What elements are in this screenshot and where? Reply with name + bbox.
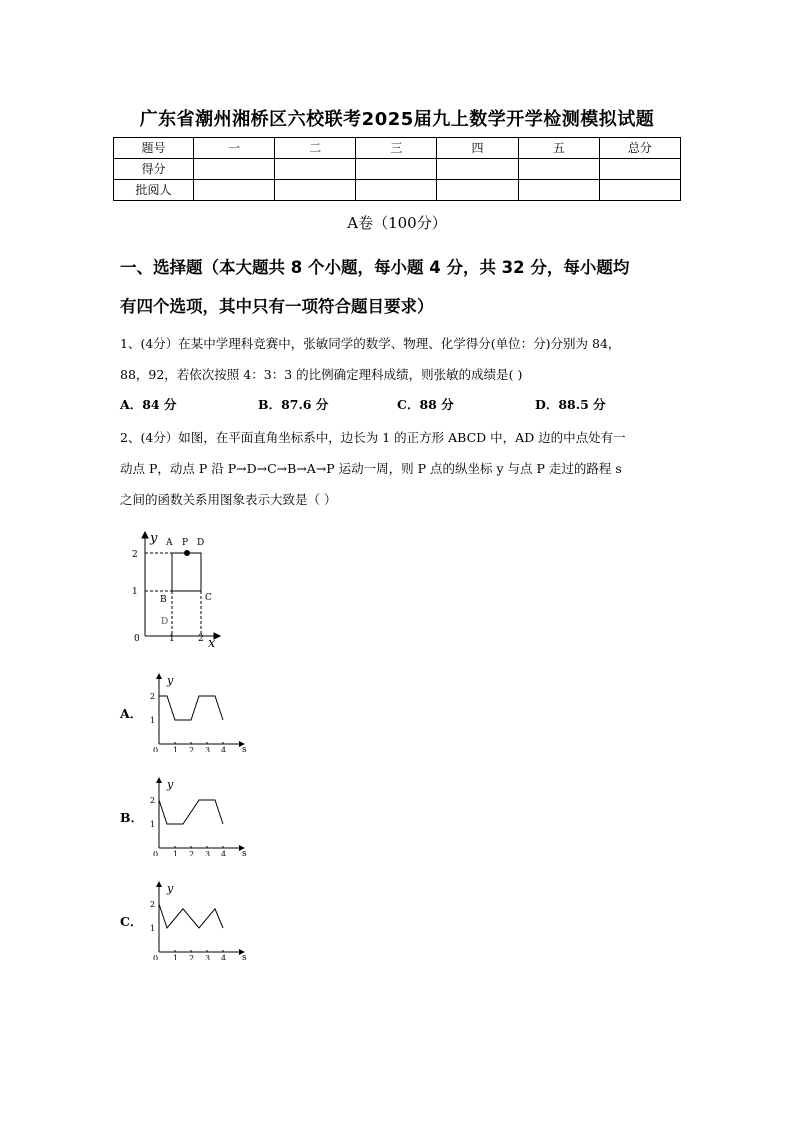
axis-label-s: s (242, 745, 247, 752)
y-tick: 1 (150, 820, 156, 829)
score-table-header-row (114, 138, 681, 159)
y-tick: 2 (150, 692, 156, 701)
table-cell: 二 (275, 138, 356, 159)
y-axis-arrow (156, 777, 162, 783)
axis-label-y: y (167, 674, 174, 687)
x-tick: 3 (205, 850, 211, 856)
graph-line (159, 904, 223, 928)
axis-label-y: y (167, 882, 174, 895)
table-cell[interactable] (194, 159, 275, 180)
x-tick: 0 (134, 634, 140, 644)
table-cell[interactable] (518, 159, 599, 180)
axis-label-y: y (150, 531, 158, 546)
table-cell: 得分 (114, 159, 194, 180)
axis-label-s: s (242, 953, 247, 960)
question-1-line1: 1、(4分）在某中学理科竞赛中，张敏同学的数学、物理、化学得分(单位：分)分别为 84， (120, 336, 621, 351)
label-p: P (182, 538, 189, 548)
exam-title: 广东省潮州湘桥区六校联考2025届九上数学开学检测模拟试题 (139, 109, 655, 130)
x-tick: 1 (173, 954, 179, 960)
x-tick: 2 (189, 746, 195, 752)
label-d: D (197, 538, 205, 548)
option-c-graph (145, 878, 250, 960)
table-cell[interactable] (518, 180, 599, 201)
score-table (113, 137, 681, 201)
table-cell: 四 (437, 138, 518, 159)
x-tick: 1 (173, 850, 179, 856)
section-heading-line1: 一、选择题（本大题共 8 个小题，每小题 4 分，共 32 分，每小题均 (120, 258, 630, 277)
x-tick: 0 (153, 850, 159, 856)
table-cell[interactable] (356, 159, 437, 180)
option-b-graph (145, 774, 250, 856)
square-abcd (172, 553, 201, 591)
x-tick: 2 (189, 954, 195, 960)
question-2-line1: 2、(4分）如图，在平面直角坐标系中，边长为 1 的正方形 ABCD 中，AD 边的中点处有一 (120, 430, 626, 445)
table-cell[interactable] (275, 180, 356, 201)
x-tick: 0 (153, 746, 159, 752)
x-tick: 4 (221, 850, 227, 856)
q1-option-c: C．88 分 (397, 397, 454, 412)
y-tick: 2 (150, 900, 156, 909)
y-tick: 1 (150, 924, 156, 933)
x-tick: 4 (221, 954, 227, 960)
x-tick: 2 (198, 634, 204, 644)
y-axis-arrow (142, 532, 148, 538)
table-cell: 总分 (599, 138, 680, 159)
axis-label-x: x (208, 636, 216, 650)
x-tick: 0 (153, 954, 159, 960)
q1-option-b: B．87.6 分 (258, 397, 329, 412)
table-cell: 一 (194, 138, 275, 159)
y-axis-arrow (156, 673, 162, 679)
section-heading-line2: 有四个选项，其中只有一项符合题目要求） (120, 297, 434, 316)
y-tick: 1 (132, 587, 138, 597)
q1-option-a: A．84 分 (120, 397, 177, 412)
table-cell[interactable] (437, 180, 518, 201)
label-a: A (166, 538, 173, 548)
axis-label-s: s (242, 849, 247, 856)
square-figure (125, 528, 225, 650)
graph-line (159, 696, 223, 720)
table-cell[interactable] (356, 180, 437, 201)
x-tick: 3 (205, 746, 211, 752)
x-tick: 1 (173, 746, 179, 752)
q2-option-c-label: C． (120, 914, 143, 929)
option-a-graph (145, 670, 250, 752)
y-tick: 2 (132, 550, 138, 560)
point-p (184, 550, 190, 556)
y-axis-arrow (156, 881, 162, 887)
x-tick: 2 (189, 850, 195, 856)
question-2-line2: 动点 P，动点 P 沿 P→D→C→B→A→P 运动一周，则 P 点的纵坐标 y 与点 P 走过的路程 s (120, 461, 622, 476)
table-cell[interactable] (599, 180, 680, 201)
y-tick: 1 (150, 716, 156, 725)
question-1-line2: 88，92，若依次按照 4：3：3 的比例确定理科成绩，则张敏的成绩是( ) (120, 367, 523, 382)
q1-option-d: D．88.5 分 (535, 397, 606, 412)
table-cell: 三 (356, 138, 437, 159)
axis-label-y: y (167, 778, 174, 791)
graph-line (159, 800, 223, 824)
x-tick: 4 (221, 746, 227, 752)
question-2-line3: 之间的函数关系用图象表示大致是（ ） (120, 492, 337, 507)
x-tick: 3 (205, 954, 211, 960)
q2-option-a-label: A． (120, 706, 143, 721)
label-d-faded: D (161, 617, 169, 627)
x-tick: 1 (169, 634, 175, 644)
table-row (114, 180, 681, 201)
label-c: C (205, 593, 212, 603)
table-cell[interactable] (194, 180, 275, 201)
table-cell: 批阅人 (114, 180, 194, 201)
label-b: B (160, 595, 167, 605)
volume-heading: A卷（100分） (347, 214, 447, 232)
y-tick: 2 (150, 796, 156, 805)
table-cell[interactable] (437, 159, 518, 180)
table-row (114, 159, 681, 180)
table-cell: 题号 (114, 138, 194, 159)
table-cell: 五 (518, 138, 599, 159)
table-cell[interactable] (275, 159, 356, 180)
q2-option-b-label: B． (120, 810, 144, 825)
table-cell[interactable] (599, 159, 680, 180)
